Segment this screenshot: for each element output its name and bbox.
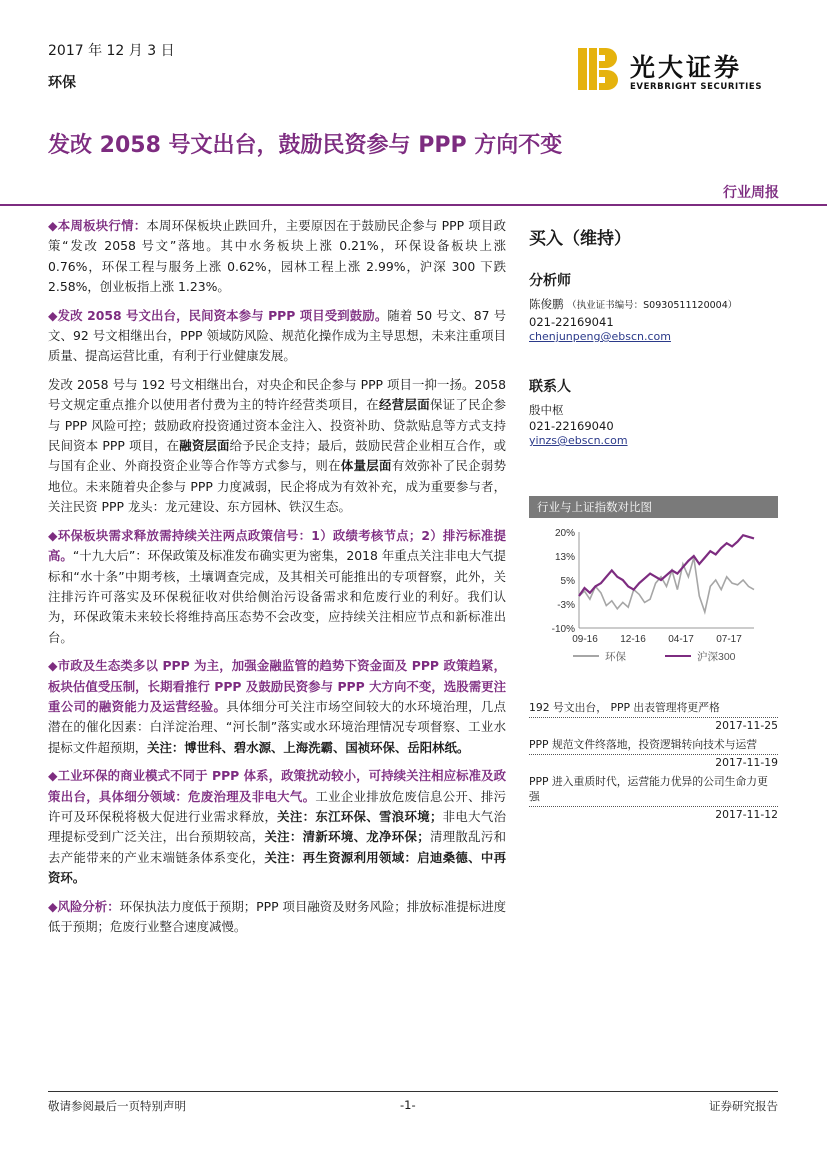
analyst-cert: （执业证书编号：S0930511120004）	[567, 300, 738, 311]
company-logo	[578, 46, 778, 96]
footer-report-label: 证券研究报告	[709, 1099, 778, 1113]
paragraph-heading: ◆工业环保的商业模式不同于 PPP 体系，政策扰动较小，可持续关注相应标准及政策出台，具体细分领域：危废治理及非电大气。	[48, 768, 506, 804]
y-tick-label: 13%	[554, 552, 575, 563]
contact-phone: 021-22169040	[529, 419, 614, 433]
y-tick-label: -3%	[557, 600, 575, 611]
x-tick-label: 12-16	[620, 634, 646, 645]
paragraph-text: 具体细分可关注市场空间较大的水环境治理，几点潜在的催化因素：白洋淀治理、“河长制”落实或水环境治理情况专项督察、工业水提标文件超预期，	[48, 698, 507, 755]
logo-english-text: EVERBRIGHT SECURITIES	[630, 82, 763, 92]
analyst-name-line	[529, 296, 778, 314]
related-report-date: 2017-11-19	[529, 754, 778, 770]
comparison-chart	[529, 520, 778, 670]
paragraph-text: 发改 2058 号与 192 号文相继出台，对央企和民企参与 PPP 项目一抑一扬。2058 号文规定重点推介以使用者付费为主的特许经营类项目，在	[48, 376, 506, 413]
page-number: -1-	[400, 1098, 416, 1112]
paragraph-text: 本周环保板块止跌回升，主要原因在于鼓励民企参与 PPP 项目政策“发改 2058 号文”落地。其中水务板块上涨 0.21%，环保设备板块上涨 0.76%，环保工程与服务上涨 0.62%，园林工程上涨 2.99%，沪深 300 下跌 2.58%，创业板指上涨 1.23%。	[48, 218, 506, 295]
paragraph-industrial	[48, 766, 506, 888]
paragraph-analysis	[48, 375, 506, 518]
focus-stocks: 关注：东江环保、雪浪环境；	[277, 808, 443, 824]
legend-label: 沪深300	[697, 651, 736, 663]
chart-svg	[529, 520, 778, 670]
paragraph-heading: ◆市政及生态类多以 PPP 为主，加强金融监管的趋势下资金面及 PPP 政策趋紧，板块估值受压制，长期看推行 PPP 及鼓励民资参与 PPP 大方向不变，选股需更注重公司的融资能力及运营经验。	[48, 658, 506, 714]
chart-title: 行业与上证指数对比图	[529, 496, 778, 518]
paragraph-text: 工业企业排放危废信息公开、排污许可及环保税将极大促进行业需求释放，	[48, 788, 507, 824]
y-tick-label: 5%	[560, 576, 575, 587]
focus-stocks: 关注：再生资源利用领域：启迪桑德、中再资环。	[48, 849, 507, 886]
bold-term: 经营层面	[379, 397, 430, 413]
report-title: 发改 2058 号文出台，鼓励民资参与 PPP 方向不变	[48, 133, 563, 158]
paragraph-heading: ◆环保板块需求释放需持续关注两点政策信号：1）政绩考核节点；2）排污标准提高。	[48, 527, 506, 564]
paragraph-text: 随着 50 号文、87 号文、92 号文相继出台，PPP 领域防风险、规范化操作成为主导思想，未来注重项目质量、提高运营比重，有利于行业健康发展。	[48, 307, 506, 364]
paragraph-heading: ◆发改 2058 号文出台，民间资本参与 PPP 项目受到鼓励。	[48, 307, 388, 323]
y-tick-label: 20%	[554, 528, 575, 539]
rating: 买入（维持）	[529, 229, 631, 249]
main-body	[48, 216, 506, 945]
focus-stocks: 博世科、碧水源、上海洗霸、国祯环保、岳阳林纸。	[184, 739, 470, 755]
related-report-title: PPP 规范文件终落地，投资逻辑转向技术与运营	[529, 738, 758, 751]
x-tick-label: 07-17	[716, 634, 742, 645]
report-date: 2017 年 12 月 3 日	[48, 43, 175, 59]
contact-heading: 联系人	[529, 379, 571, 395]
analyst-email-link[interactable]: chenjunpeng@ebscn.com	[529, 330, 671, 343]
sector-label: 环保	[48, 75, 76, 91]
paragraph-text: 给予民企支持；最后，鼓励民营企业相互合作，或与国有企业、外商投资企业等合作等方式参与，则在	[48, 438, 507, 474]
analyst-name: 陈俊鹏	[529, 297, 564, 311]
related-reports	[529, 700, 778, 826]
legend-label: 环保	[605, 651, 626, 663]
related-report-title: PPP 进入重质时代，运营能力优异的公司生命力更强	[529, 775, 768, 803]
paragraph-policy	[48, 306, 506, 367]
related-report-date: 2017-11-12	[529, 806, 778, 822]
paragraph-market	[48, 216, 506, 298]
everbright-logo-icon	[578, 46, 618, 92]
contact-block	[529, 376, 778, 447]
related-report-item[interactable]	[529, 774, 778, 822]
paragraph-text: 保证了民企参与 PPP 风险可控；鼓励政府投资通过资本金注入、投资补助、贷款贴息等方式支持民间资本 PPP 项目，在	[48, 397, 507, 454]
paragraph-text: 环保执法力度低于预期；PPP 项目融资及财务风险；排放标准提标进度低于预期；危废行业整合速度减慢。	[48, 898, 507, 934]
bold-term: 融资层面	[179, 438, 230, 454]
focus-label: 关注：	[147, 739, 185, 755]
bold-term: 体量层面	[340, 458, 392, 474]
focus-stocks: 关注：清新环境、龙净环保；	[264, 829, 430, 845]
header-divider	[0, 204, 827, 206]
logo-chinese-text: 光大证券	[630, 53, 743, 82]
contact-email-link[interactable]: yinzs@ebscn.com	[529, 434, 628, 447]
paragraph-municipal	[48, 656, 506, 758]
paragraph-text: 清理散乱污和去产能带来的产业末端链条体系变化，	[48, 829, 507, 865]
paragraph-text: 非电大气治理提标受到广泛关注，出台预期较高，	[48, 808, 507, 845]
related-report-item[interactable]	[529, 737, 778, 770]
paragraph-heading: ◆本周板块行情：	[48, 218, 147, 233]
related-report-item[interactable]	[529, 700, 778, 733]
x-tick-label: 09-16	[572, 634, 598, 645]
y-tick-label: -10%	[551, 624, 575, 635]
report-type: 行业周报	[723, 185, 779, 201]
analyst-heading: 分析师	[529, 273, 571, 289]
analyst-block	[529, 270, 778, 343]
paragraph-risk	[48, 897, 506, 938]
series-line-env	[579, 558, 754, 612]
paragraph-demand	[48, 526, 506, 648]
x-tick-label: 04-17	[668, 634, 694, 645]
footer-disclaimer: 敬请参阅最后一页特别声明	[48, 1099, 186, 1113]
related-report-date: 2017-11-25	[529, 717, 778, 733]
related-report-title: 192 号文出台， PPP 出表管理将更严格	[529, 701, 720, 714]
footer-divider	[48, 1091, 778, 1092]
contact-name: 殷中枢	[529, 403, 564, 417]
analyst-phone: 021-22169041	[529, 315, 614, 329]
paragraph-heading: ◆风险分析：	[48, 898, 120, 914]
paragraph-text: 有效弥补了民企弱势地位。未来随着央企参与 PPP 力度减弱，民企将成为有效补充，成为重要参与者，关注民资 PPP 龙头：龙元建设、东方园林、铁汉生态。	[48, 458, 507, 515]
paragraph-text: “十九大后”：环保政策及标准发布确实更为密集，2018 年重点关注非电大气提标和“水十条”中期考核，土壤调查完成，及其相关可能推出的专项督察，此外，关注排污许可落实及环保税征收对供给侧治污设备需求和危废行业的利好。我们认为，环保政策未来较长将维持高压态势不会改变，应持续关注相应节点和新标准出台。	[48, 548, 506, 645]
